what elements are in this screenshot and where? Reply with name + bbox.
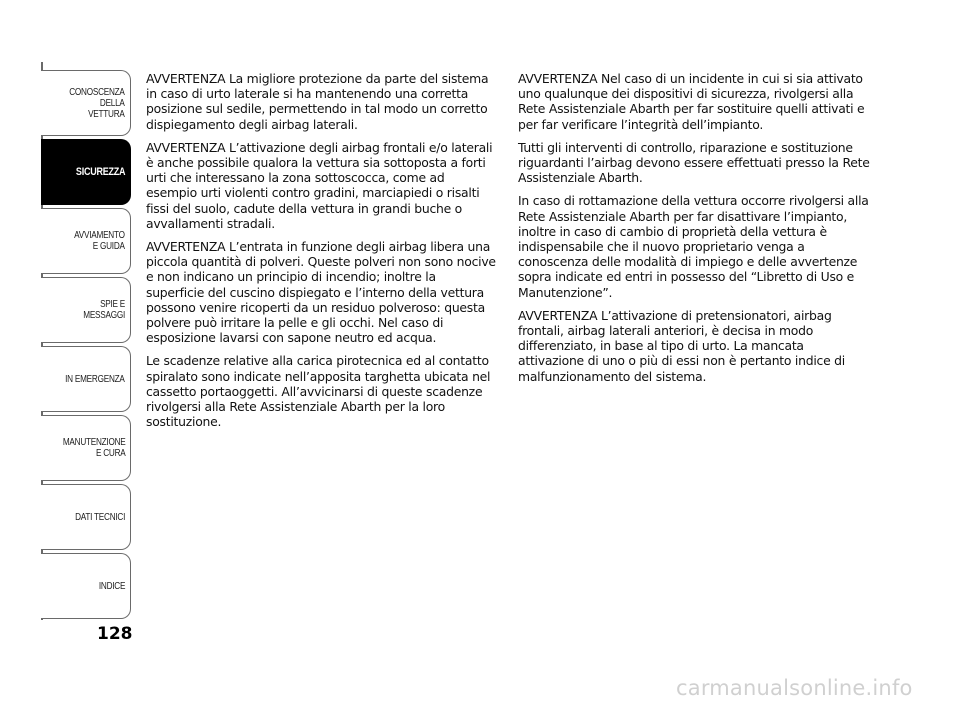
paragraph: Tutti gli interventi di controllo, riparazione e sostituzione riguardanti l’airbag devono essere effettuati presso la Rete Assistenziale Abarth. xyxy=(518,139,870,186)
tab-label: MANUTENZIONE E CURA xyxy=(62,437,126,459)
left-text-column xyxy=(146,71,496,437)
tab-dati-tecnici[interactable] xyxy=(41,484,131,550)
page-number: 128 xyxy=(97,624,133,644)
watermark: carmanualsonline.info xyxy=(676,676,913,700)
tab-spie-e-messaggi[interactable] xyxy=(41,277,131,343)
paragraph: AVVERTENZA L’entrata in funzione degli airbag libera una piccola quantità di polveri. Queste polveri non sono nocive e non indicano un principio di incendio; inoltre la superficie del cuscino dispiegato e l’interno della vettura possono venire ricoperti da un residuo polveroso: questa polvere può irritare la pelle e gli occhi. Nel caso di esposizione lavarsi con sapone neutro ed acqua. xyxy=(146,239,496,346)
paragraph: AVVERTENZA L’attivazione di pretensionatori, airbag frontali, airbag laterali anteriori, è decisa in modo differenziato, in base al tipo di urto. La mancata attivazione di uno o più di essi non è pertanto indice di malfunzionamento del sistema. xyxy=(518,307,845,384)
tab-sicurezza[interactable] xyxy=(41,139,131,205)
tab-manutenzione-e-cura[interactable] xyxy=(41,415,131,481)
tab-label: SICUREZZA xyxy=(75,165,126,178)
tab-label: AVVIAMENTO E GUIDA xyxy=(74,230,126,252)
paragraph: In caso di rottamazione della vettura occorre rivolgersi alla Rete Assistenziale Abarth per far disattivare l’impianto, inoltre in caso di cambio di proprietà della vettura è indispensabile che il nuovo proprietario venga a conoscenza delle modalità di impiego e delle avvertenze sopra indicate ed entri in possesso del “Libretto di Uso e Manutenzione”. xyxy=(518,193,869,300)
tab-in-emergenza[interactable] xyxy=(41,346,131,412)
tab-label: SPIE E MESSAGGI xyxy=(83,299,126,321)
tab-conoscenza-della-vettura[interactable] xyxy=(41,70,131,136)
right-text-column xyxy=(518,71,870,392)
paragraph: AVVERTENZA Nel caso di un incidente in cui si sia attivato uno qualunque dei dispositivi di sicurezza, rivolgersi alla Rete Assistenziale Abarth per far sostituire quelli attivati e per far verificare l’integrità dell’impianto. xyxy=(518,71,865,132)
tab-label: INDICE xyxy=(98,580,126,592)
paragraph: AVVERTENZA La migliore protezione da parte del sistema in caso di urto laterale si ha mantenendo una corretta posizione sul sedile, permettendo in tal modo un corretto dispiegamento degli airbag laterali. xyxy=(146,71,489,132)
paragraph: AVVERTENZA L’attivazione degli airbag frontali e/o laterali è anche possibile qualora la vettura sia sottoposta a forti urti che interessano la zona sottoscocca, come ad esempio urti violenti contro gradini, marciapiedi o risalti fissi del suolo, cadute della vettura in grandi buche o avvallamenti stradali. xyxy=(146,139,493,231)
paragraph: Le scadenze relative alla carica pirotecnica ed al contatto spiralato sono indicate nell’apposita targhetta ubicata nel cassetto portaoggetti. All’avvicinarsi di queste scadenze rivolgersi alla Rete Assistenziale Abarth per la loro sostituzione. xyxy=(146,353,491,430)
tab-label: IN EMERGENZA xyxy=(65,373,126,385)
tab-avviamento-e-guida[interactable] xyxy=(41,208,131,274)
tab-label: CONOSCENZA DELLA VETTURA xyxy=(69,86,126,120)
tab-label: DATI TECNICI xyxy=(75,511,126,523)
tab-indice[interactable] xyxy=(41,553,131,619)
